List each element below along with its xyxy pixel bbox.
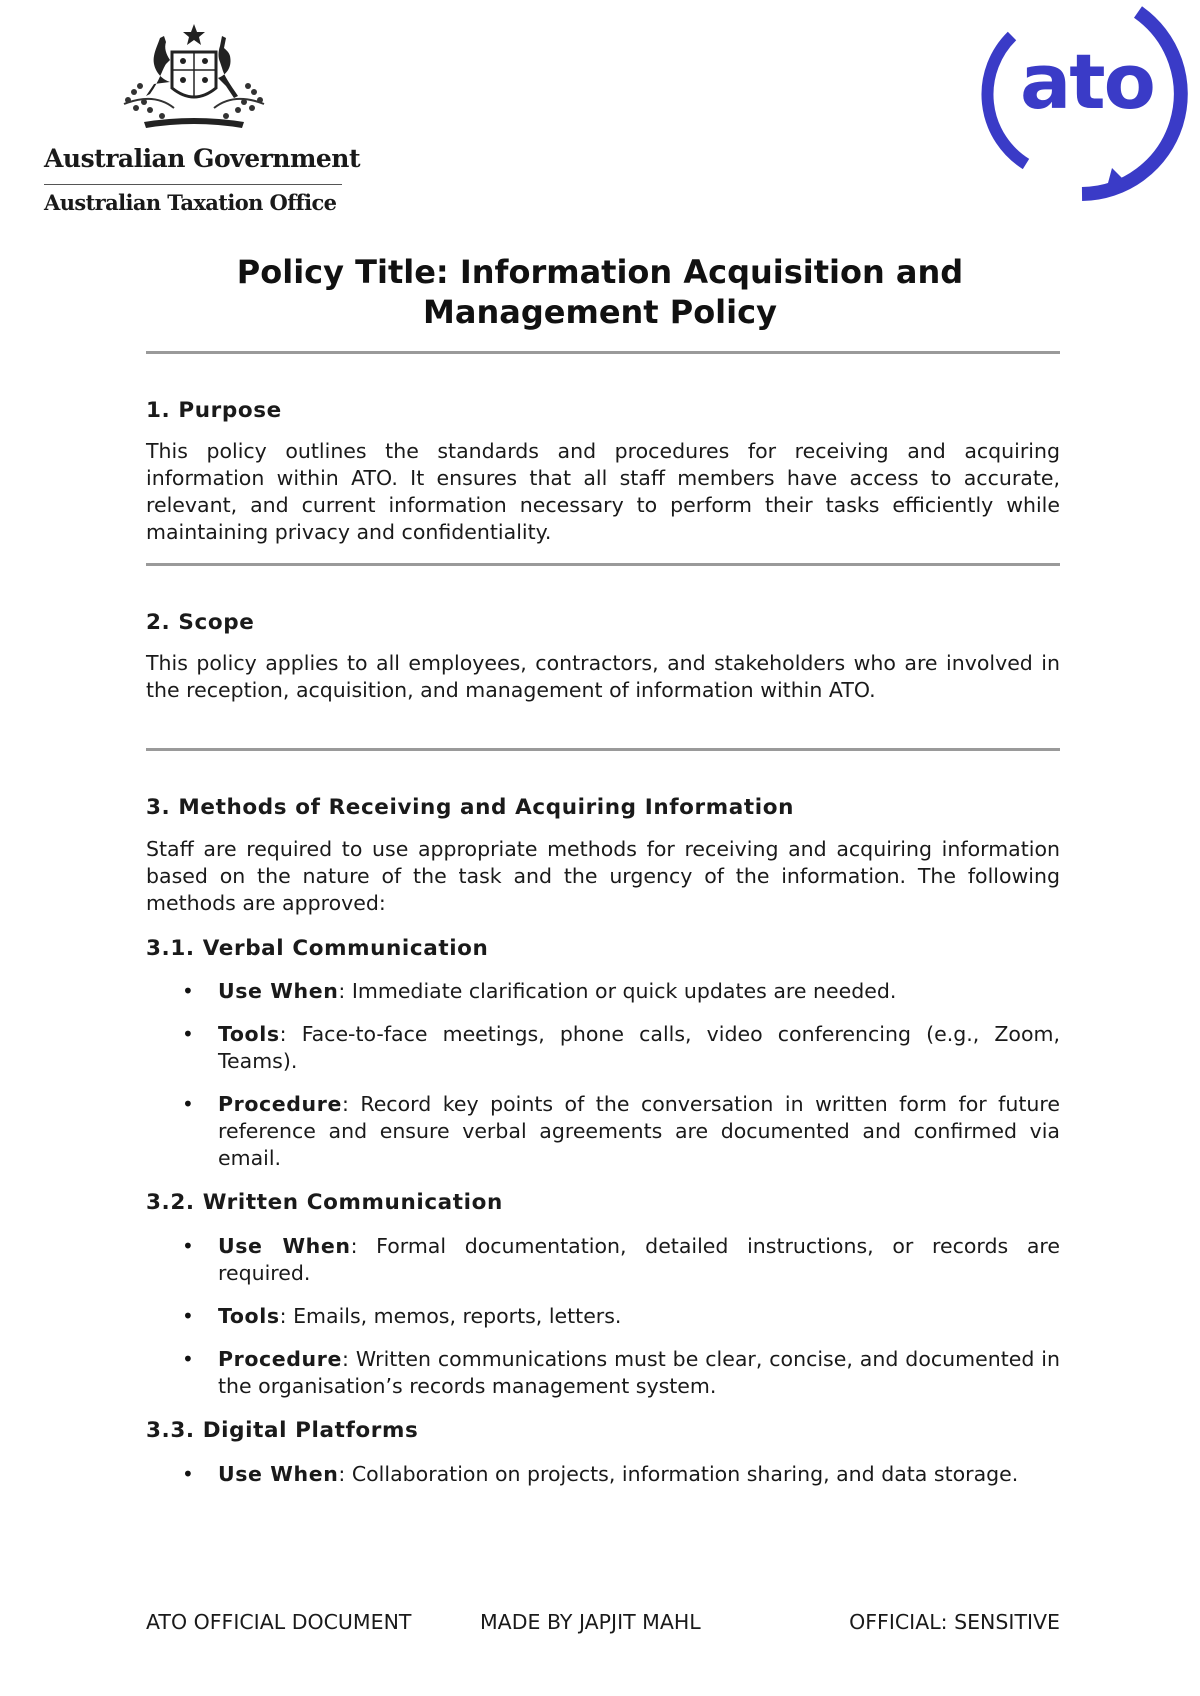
section-heading-scope: 2. Scope [146, 610, 255, 635]
ato-logo-text: ato [1020, 37, 1154, 126]
gov-name: Australian Government [44, 144, 361, 173]
section-body-scope: This policy applies to all employees, contractors, and stakeholders who are involved in the reception, acquisition, and management of information within ATO. [146, 651, 1060, 702]
section-body-purpose: This policy outlines the standards and procedures for receiving and acquiring information within ATO. It ensures that all staff members have access to accurate, relevant, and current information necessary to perform their tasks efficiently while maintaining privacy and confidentiality. [146, 439, 1060, 544]
bullet-icon: • [182, 1347, 194, 1371]
subsection-heading-digital: 3.3. Digital Platforms [146, 1418, 419, 1443]
footer-left: ATO OFFICIAL DOCUMENT [146, 1610, 412, 1634]
divider [146, 563, 1060, 566]
section-heading-purpose: 1. Purpose [146, 398, 282, 423]
subsection-heading-written: 3.2. Written Communication [146, 1190, 503, 1215]
bullet-icon: • [182, 979, 194, 1003]
bullet-icon: • [182, 1462, 194, 1486]
bullet-icon: • [182, 1022, 194, 1046]
divider [146, 748, 1060, 751]
list-item: Tools: Face-to-face meetings, phone calls, video conferencing (e.g., Zoom, Teams). [218, 1022, 1060, 1073]
agency-name: Australian Taxation Office [44, 190, 337, 215]
footer-right: OFFICIAL: SENSITIVE [849, 1610, 1060, 1634]
list-item: Use When: Collaboration on projects, information sharing, and data storage. [218, 1462, 1019, 1486]
page-title: Policy Title: Information Acquisition and Management Policy [236, 253, 964, 331]
list-item: Use When: Formal documentation, detailed instructions, or records are required. [218, 1234, 1060, 1285]
divider [146, 351, 1060, 354]
list-item: Tools: Emails, memos, reports, letters. [218, 1304, 622, 1328]
government-logo [44, 22, 361, 232]
section-body-methods: Staff are required to use appropriate methods for receiving and acquiring information based on the nature of the task and the urgency of the information. The following methods are approved: [146, 837, 1060, 915]
list-item: Procedure: Written communications must be clear, concise, and documented in the organisation’s records management system. [218, 1347, 1060, 1398]
ato-logo [978, 4, 1190, 204]
bullet-icon: • [182, 1304, 194, 1328]
coat-of-arms-icon [114, 22, 274, 140]
gov-divider [44, 184, 342, 185]
subsection-heading-verbal: 3.1. Verbal Communication [146, 936, 489, 961]
list-item: Procedure: Record key points of the conversation in written form for future reference and ensure verbal agreements are documented and confirmed via email. [218, 1092, 1060, 1170]
bullet-icon: • [182, 1092, 194, 1116]
section-heading-methods: 3. Methods of Receiving and Acquiring Information [146, 795, 794, 820]
footer-center: MADE BY JAPJIT MAHL [480, 1610, 701, 1634]
bullet-icon: • [182, 1234, 194, 1258]
list-item: Use When: Immediate clarification or quick updates are needed. [218, 979, 897, 1003]
